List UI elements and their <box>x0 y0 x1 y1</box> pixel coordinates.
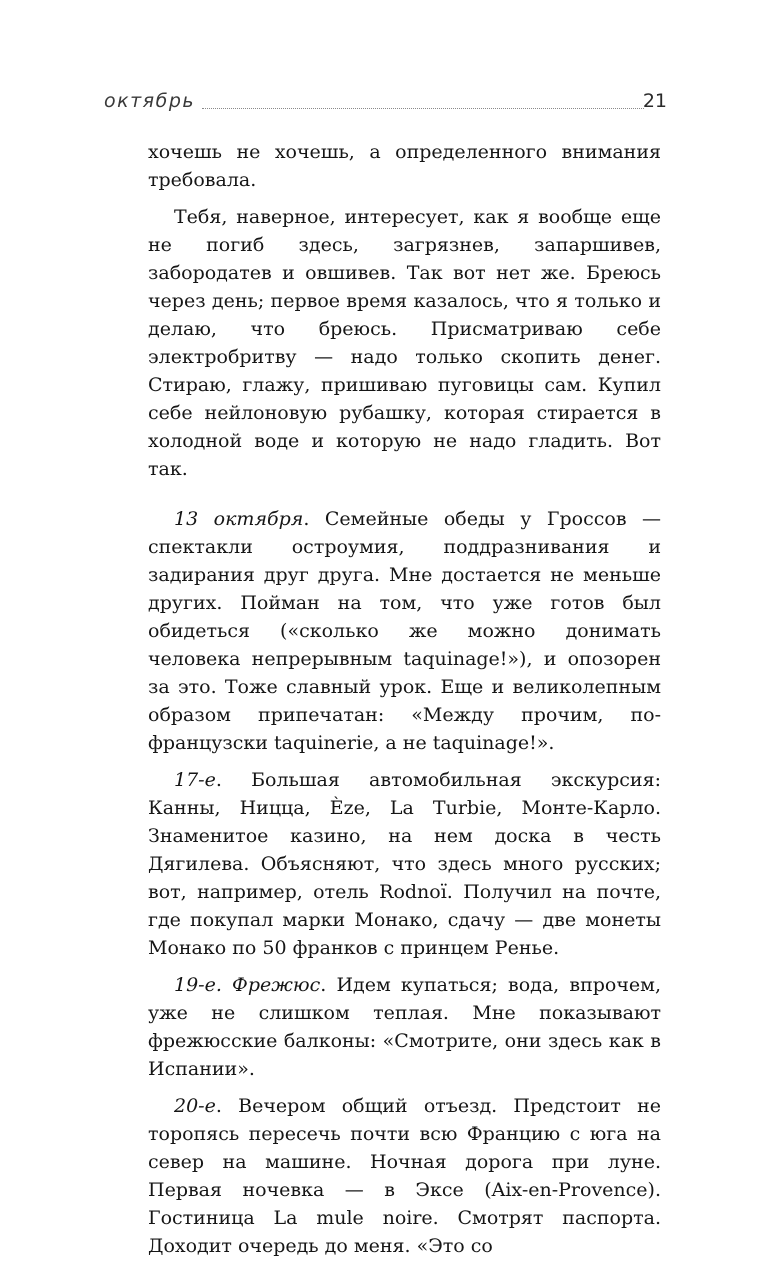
page-number: 21 <box>642 90 667 112</box>
paragraph-text: . Идем купаться; вода, впрочем, уже не слишком теплая. Мне показывают фрежюсские балконы: «Смотрите, они здесь как в Испании». <box>148 974 661 1080</box>
running-header <box>104 88 666 116</box>
entry-date: 20-е <box>174 1095 216 1117</box>
entry-date: 17-е <box>174 769 216 791</box>
paragraph-text: . Большая автомобильная экскурсия: Канны, Ницца, Èze, La Turbie, Монте-Карло. Знаменитое казино, на нем доска в честь Дягилева. Объясняют, что здесь много русских; вот, например, отель Rodnoï. Получил на почте, где покупал марки Монако, сдачу — две монеты Монако по 50 франков с принцем Ренье. <box>148 769 661 959</box>
paragraph-text: хочешь не хочешь, а определенного внимания требовала. <box>148 141 661 191</box>
leader-dots <box>202 108 644 109</box>
entry-date: 13 октября <box>174 508 304 530</box>
diary-entry-oct-13 <box>148 505 661 757</box>
running-header-section: октябрь <box>104 90 196 112</box>
diary-entry-19 <box>148 971 661 1083</box>
paragraph-continuation <box>148 138 661 194</box>
diary-entry-17 <box>148 766 661 962</box>
paragraph-text: . Семейные обеды у Гроссов — спектакли остроумия, поддразнивания и задирания друг друга. Мне достается не меньше других. Пойман на том, что уже готов был обидеться («сколько же можно донимать человека непрерывным taquinage!»), и опозорен за это. Тоже славный урок. Еще и великолепным образом припечатан: «Между прочим, по-французски taquinerie, а не taquinage!». <box>148 508 661 754</box>
paragraph-letter <box>148 203 661 483</box>
page-body <box>148 138 661 1269</box>
paragraph-text: . Вечером общий отъезд. Предстоит не торопясь пересечь почти всю Францию с юга на север на машине. Ночная дорога при луне. Первая ночевка — в Эксе (Aix-en-Provence). Гостиница La mule noire. Смотрят паспорта. Доходит очередь до меня. «Это со <box>148 1095 661 1257</box>
paragraph-text: Тебя, наверное, интересует, как я вообще еще не погиб здесь, загрязнев, запаршивев, забородатев и овшивев. Так вот нет же. Бреюсь через день; первое время казалось, что я только и делаю, что бреюсь. Присматриваю себе электробритву — надо только скопить денег. Стираю, глажу, пришиваю пуговицы сам. Купил себе нейлоновую рубашку, которая стирается в холодной воде и которую не надо гладить. Вот так. <box>148 206 661 480</box>
diary-entry-20 <box>148 1092 661 1260</box>
entry-date: 19-е. Фрежюс <box>174 974 321 996</box>
